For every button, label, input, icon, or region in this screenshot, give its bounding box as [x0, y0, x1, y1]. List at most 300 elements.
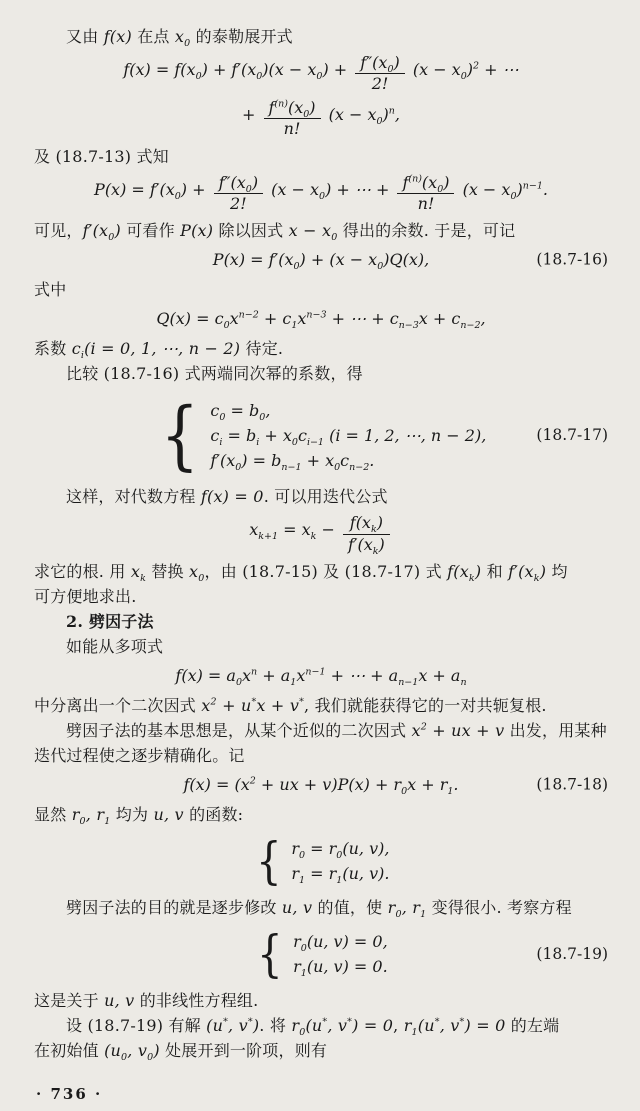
subscript: n−1: [281, 462, 302, 474]
math-run: c: [210, 400, 220, 420]
subscript: 0: [395, 909, 402, 921]
system-lines: [293, 929, 388, 979]
formula: [34, 174, 608, 214]
system-line: [210, 398, 486, 423]
math-run: x + v: [256, 696, 300, 716]
superscript: n−2: [238, 310, 259, 322]
math-run: ): [539, 562, 547, 582]
subscript: 0: [437, 183, 444, 195]
math-run: ,: [394, 104, 400, 124]
system-line: [210, 448, 486, 473]
subscript: 0: [245, 183, 252, 195]
text-run: 均: [546, 562, 568, 582]
subscript: n−3: [398, 320, 419, 332]
subscript: 0: [387, 64, 394, 76]
text-run: 式中: [34, 280, 67, 300]
text-run: 除以因式: [213, 221, 289, 241]
math-run: c: [340, 450, 350, 470]
paragraph: [34, 218, 608, 243]
math-run: + c: [258, 309, 292, 329]
subscript: n−2: [349, 462, 370, 474]
text-run: 变得很小. 考察方程: [426, 898, 572, 918]
subscript: 1: [290, 677, 297, 689]
subscript: 1: [447, 786, 454, 798]
paragraph: [34, 634, 608, 659]
subscript: 0: [291, 437, 298, 449]
math-run: ): [153, 1041, 160, 1061]
math-run: (u, v) = 0.: [306, 957, 388, 977]
math-run: u, v: [104, 991, 135, 1011]
math-run: f: [402, 172, 409, 192]
text-run: 替换: [146, 562, 190, 582]
subscript: n−1: [398, 677, 419, 689]
math-run: ): [376, 513, 383, 533]
text-run: 处展开到一阶项，则有: [159, 1041, 328, 1061]
text-run: 劈因子法的基本思想是，从某个近似的二次因式: [66, 721, 412, 741]
math-run: f′(x: [82, 221, 109, 241]
text-run: . 将: [259, 1016, 292, 1036]
text-run: , 我们就能获得它的一对共轭复根.: [304, 696, 547, 716]
superscript: n−1: [305, 666, 326, 678]
math-run: .: [542, 179, 548, 199]
math-run: ): [378, 534, 385, 554]
math-run: (x − x: [457, 179, 511, 199]
math-run: + ux + v)P(x) + r: [255, 775, 402, 795]
fraction: [214, 174, 263, 214]
math-run: ): [252, 1016, 260, 1036]
text-run: . 可以用迭代公式: [263, 487, 388, 507]
fraction-numerator: [264, 99, 321, 119]
math-run: + x: [259, 425, 292, 445]
fraction: [397, 174, 454, 214]
math-run: r: [71, 805, 80, 825]
paragraph: [34, 743, 608, 768]
formula-body: [123, 53, 519, 94]
formula-body: [94, 172, 548, 213]
math-run: (x − x: [323, 104, 377, 124]
fraction-denominator: [264, 119, 321, 138]
paragraph: [34, 336, 608, 361]
subscript: 0: [299, 850, 306, 862]
text-run: 均为: [110, 805, 154, 825]
text-run: 这样，对代数方程: [66, 487, 201, 507]
subscript: 0: [319, 190, 326, 202]
formula-body: [175, 666, 467, 689]
math-run: ,: [480, 309, 486, 329]
brace-icon: {: [257, 925, 283, 984]
text-run: ,: [393, 1016, 404, 1036]
math-run: f(x: [447, 562, 469, 582]
subscript: n−2: [460, 320, 481, 332]
superscript: 2: [210, 696, 217, 708]
math-run: +: [242, 104, 261, 124]
subscript: 0: [223, 320, 230, 332]
subscript: 0: [108, 232, 115, 244]
math-run: (i = 1, 2, ⋯, n − 2),: [323, 425, 487, 445]
text-run: 的非线性方程组.: [134, 991, 259, 1011]
math-run: + ux + v: [426, 721, 505, 741]
subscript: k: [370, 524, 377, 536]
math-run: (u: [206, 1016, 224, 1036]
subscript: 0: [235, 462, 242, 474]
math-run: (u, v),: [342, 839, 390, 859]
math-run: )Q(x),: [383, 250, 430, 270]
math-run: ): [393, 53, 400, 72]
math-run: −: [316, 520, 340, 540]
fraction-numerator: [355, 54, 404, 74]
math-run: , v: [228, 1016, 248, 1036]
math-run: (i = 0, 1, ⋯, n − 2): [84, 339, 241, 359]
subscript: 1: [104, 816, 111, 828]
formula-body: [156, 309, 486, 332]
paragraph: [34, 144, 608, 169]
math-run: f(x) = (x: [183, 775, 250, 795]
paragraph: [34, 895, 608, 920]
subscript: 0: [331, 232, 338, 244]
math-run: f(x): [103, 27, 132, 46]
superscript: n: [388, 105, 395, 117]
subscript: 0: [510, 190, 517, 202]
math-run: f″(x: [360, 53, 388, 72]
math-run: u, v: [281, 898, 313, 918]
math-run: f′(x: [210, 450, 236, 470]
math-run: f′(x: [508, 562, 534, 582]
fraction: [355, 54, 404, 94]
text-run: 如能从多项式: [66, 637, 164, 657]
math-run: + u: [216, 696, 252, 716]
paragraph: [34, 802, 608, 827]
math-run: .: [369, 450, 375, 470]
superscript: *: [223, 1016, 229, 1028]
system-lines: [291, 836, 389, 886]
math-run: (x: [421, 172, 438, 192]
math-run: + ⋯ + a: [325, 666, 399, 686]
subscript: 0: [259, 412, 266, 424]
text-run: 可看作: [120, 221, 181, 241]
math-run: , r: [401, 898, 421, 918]
math-run: = x: [278, 520, 311, 540]
math-run: f(x: [349, 513, 371, 533]
text-run: 中分离出一个二次因式: [34, 696, 202, 716]
subscript: 0: [195, 71, 202, 83]
math-run: n!: [417, 193, 435, 213]
math-run: x: [229, 309, 239, 329]
system-lines: [210, 398, 486, 473]
subscript: i−1: [306, 437, 324, 449]
subscript: 0: [147, 1052, 154, 1064]
text-run: 在点: [131, 27, 175, 46]
superscript: 2: [249, 775, 256, 787]
text-run: 劈因子法的目的就是逐步修改: [66, 898, 282, 918]
system-line: [291, 836, 389, 861]
text-run: 的左端: [505, 1016, 560, 1036]
math-run: f′(x: [347, 534, 373, 554]
text-run: 这是关于: [34, 991, 105, 1011]
math-run: + x: [301, 450, 335, 470]
superscript: *: [434, 1016, 440, 1028]
text-run: 可见，: [34, 221, 83, 241]
math-run: ): [251, 172, 259, 192]
formula-body: [183, 775, 459, 798]
subscript: 1: [420, 909, 427, 921]
system-line: [291, 861, 389, 886]
math-run: ): [114, 221, 121, 241]
math-run: + a: [257, 666, 291, 686]
formula: [34, 513, 608, 557]
fraction-denominator: [397, 194, 454, 213]
formula-body: [249, 513, 393, 557]
superscript: n−3: [306, 310, 327, 322]
paragraph: [34, 584, 608, 609]
math-run: )(x − x: [262, 60, 317, 79]
math-run: x: [189, 562, 199, 582]
math-run: n!: [283, 119, 301, 139]
math-run: ) + (x − x: [299, 250, 378, 270]
math-run: ,: [265, 400, 271, 420]
paragraph: [34, 718, 608, 743]
paragraph: [34, 24, 608, 49]
subscript: n: [460, 677, 467, 689]
superscript: *: [459, 1016, 465, 1028]
superscript: *: [299, 696, 305, 708]
math-run: r: [403, 1016, 412, 1036]
math-run: x: [249, 520, 259, 540]
math-run: Q(x) = c: [156, 309, 224, 329]
math-run: x − x: [288, 221, 332, 241]
system-line: [293, 929, 388, 954]
subscript: 0: [219, 412, 226, 424]
fraction-denominator: [214, 194, 263, 213]
paragraph: [34, 1038, 608, 1063]
fraction: [264, 99, 321, 139]
text-run: 可方便地求出.: [34, 587, 137, 607]
equation-system: [34, 391, 608, 479]
math-run: f(x) = f(x: [123, 60, 196, 79]
text-run: 设 (18.7-19) 有解: [66, 1016, 207, 1036]
paragraph: [34, 559, 608, 584]
fraction-numerator: [214, 174, 263, 194]
math-run: P(x) = f′(x: [94, 179, 175, 199]
paragraph: [34, 361, 608, 386]
text-run: 待定.: [240, 339, 284, 359]
subscript: k: [533, 573, 540, 585]
subscript: 0: [334, 462, 341, 474]
fraction-denominator: [355, 74, 404, 93]
text-run: 又由: [66, 27, 104, 46]
math-run: ): [309, 97, 316, 117]
brace-icon: {: [160, 391, 199, 480]
math-run: ) +: [322, 60, 353, 79]
math-run: (x − x: [407, 60, 461, 79]
math-run: x + a: [418, 666, 461, 686]
formula: [34, 54, 608, 94]
text-run: 迭代过程使之逐步精确化。记: [34, 746, 245, 766]
superscript: 2: [473, 60, 480, 72]
brace-icon: {: [255, 832, 282, 891]
superscript: *: [247, 1016, 253, 1028]
subscript: 0: [300, 943, 307, 955]
subscript: i: [80, 350, 85, 362]
subscript: 0: [293, 261, 300, 273]
math-run: , v: [127, 1041, 148, 1061]
math-run: ): [516, 179, 523, 199]
math-run: x: [130, 562, 141, 582]
subscript: 0: [377, 261, 384, 273]
fraction-numerator: [343, 514, 390, 534]
math-run: f″(x: [218, 172, 246, 192]
math-run: x: [174, 27, 185, 46]
superscript: n−1: [522, 180, 543, 192]
superscript: 2: [420, 721, 427, 733]
math-run: (x: [287, 97, 304, 117]
math-run: c: [210, 425, 220, 445]
formula-body: [212, 250, 430, 273]
text-run: 的值，使: [312, 898, 388, 918]
text-run: 系数: [34, 339, 72, 359]
subscript: 1: [411, 1027, 418, 1039]
text-blocks: [34, 24, 608, 1063]
subscript: 0: [235, 677, 242, 689]
math-run: P(x): [180, 221, 214, 241]
subscript: k: [372, 545, 379, 557]
math-run: , r: [85, 805, 105, 825]
formula: [34, 307, 608, 331]
math-run: (u: [305, 1016, 323, 1036]
math-run: x: [242, 666, 252, 686]
fraction-numerator: [397, 174, 454, 194]
math-run: .: [453, 775, 459, 795]
fraction-denominator: [343, 534, 390, 557]
text-run: 的泰勒展开式: [190, 27, 293, 46]
math-run: P(x) = f′(x: [212, 250, 294, 270]
system-line: [293, 954, 388, 979]
math-run: = r: [305, 864, 337, 884]
superscript: *: [322, 1016, 328, 1028]
math-run: x + r: [407, 775, 448, 795]
text-run: 及 (18.7-13) 式知: [34, 146, 169, 166]
math-run: r: [291, 864, 300, 884]
math-run: r: [291, 839, 300, 859]
subscript: 0: [198, 573, 205, 585]
math-run: x: [297, 309, 307, 329]
math-run: ): [466, 60, 473, 79]
math-run: ) = b: [241, 450, 282, 470]
subscript: k: [468, 573, 475, 585]
math-run: c: [71, 339, 81, 359]
subscript: 0: [401, 786, 408, 798]
math-run: f(x) = 0: [200, 487, 264, 507]
math-run: (x − x: [266, 179, 320, 199]
paragraph: [34, 484, 608, 509]
math-run: f(x) = a: [175, 666, 236, 686]
subscript: 1: [291, 320, 298, 332]
equation-tag: (18.7-17): [536, 426, 608, 445]
math-run: r: [291, 1016, 300, 1036]
subscript: 0: [303, 108, 310, 120]
math-run: f: [268, 97, 275, 117]
math-run: 2!: [371, 74, 389, 94]
math-run: r: [293, 932, 301, 952]
subscript: 0: [121, 1052, 128, 1064]
math-run: x: [296, 666, 306, 686]
subscript: 0: [316, 71, 323, 83]
formula: [34, 248, 608, 272]
subscript: 0: [336, 850, 343, 862]
superscript: (n): [274, 98, 288, 110]
text-run: 出发，用某种: [504, 721, 607, 741]
math-run: , v: [439, 1016, 460, 1036]
fraction: [343, 513, 390, 557]
subscript: 1: [299, 875, 306, 887]
formula: [34, 773, 608, 797]
math-run: x + c: [418, 309, 461, 329]
equation-system: [34, 832, 608, 890]
math-run: ) + f′(x: [201, 60, 257, 79]
text-run: 和: [481, 562, 509, 582]
math-run: r: [387, 898, 396, 918]
subscript: 0: [79, 816, 86, 828]
math-run: r: [293, 957, 301, 977]
subscript: i: [219, 437, 223, 449]
math-run: , v: [327, 1016, 348, 1036]
text-run: 在初始值: [34, 1041, 105, 1061]
math-run: c: [297, 425, 307, 445]
formula: [34, 664, 608, 688]
math-run: + ⋯ + c: [326, 309, 399, 329]
math-run: = b: [225, 400, 260, 420]
section-heading: [34, 609, 608, 634]
subscript: 0: [460, 71, 467, 83]
superscript: (n): [408, 173, 422, 185]
math-run: ): [474, 562, 482, 582]
subscript: 0: [174, 190, 181, 202]
text-run: 2. 劈因子法: [66, 612, 154, 632]
paragraph: [34, 693, 608, 718]
equation-tag: (18.7-18): [536, 775, 608, 794]
subscript: 1: [300, 968, 307, 980]
subscript: i: [256, 437, 260, 449]
paragraph: [34, 277, 608, 302]
math-run: x: [411, 721, 421, 741]
math-run: ) +: [180, 179, 211, 199]
subscript: k: [310, 531, 317, 543]
math-run: ) = 0: [464, 1016, 506, 1036]
math-run: 2!: [230, 193, 247, 213]
subscript: 0: [256, 71, 263, 83]
subscript: k: [140, 573, 147, 585]
math-run: (u: [104, 1041, 122, 1061]
math-run: ): [382, 104, 389, 124]
system-line: [210, 423, 486, 448]
math-run: + ⋯: [479, 60, 519, 79]
text-run: 求它的根. 用: [34, 562, 131, 582]
superscript: *: [251, 696, 257, 708]
formula: [34, 99, 608, 139]
subscript: k+1: [258, 531, 278, 543]
superscript: n: [251, 666, 258, 678]
equation-system: [34, 925, 608, 983]
equation-tag: (18.7-16): [536, 250, 608, 269]
math-run: (u: [417, 1016, 435, 1036]
text-run: 比较 (18.7-16) 式两端同次幂的系数，得: [66, 364, 363, 384]
math-run: x: [201, 696, 211, 716]
subscript: 1: [336, 875, 343, 887]
math-run: ): [443, 172, 450, 192]
equation-tag: (18.7-19): [536, 945, 608, 964]
subscript: 0: [299, 1027, 306, 1039]
text-run: 显然: [34, 805, 72, 825]
math-run: ) + ⋯ +: [325, 179, 395, 199]
